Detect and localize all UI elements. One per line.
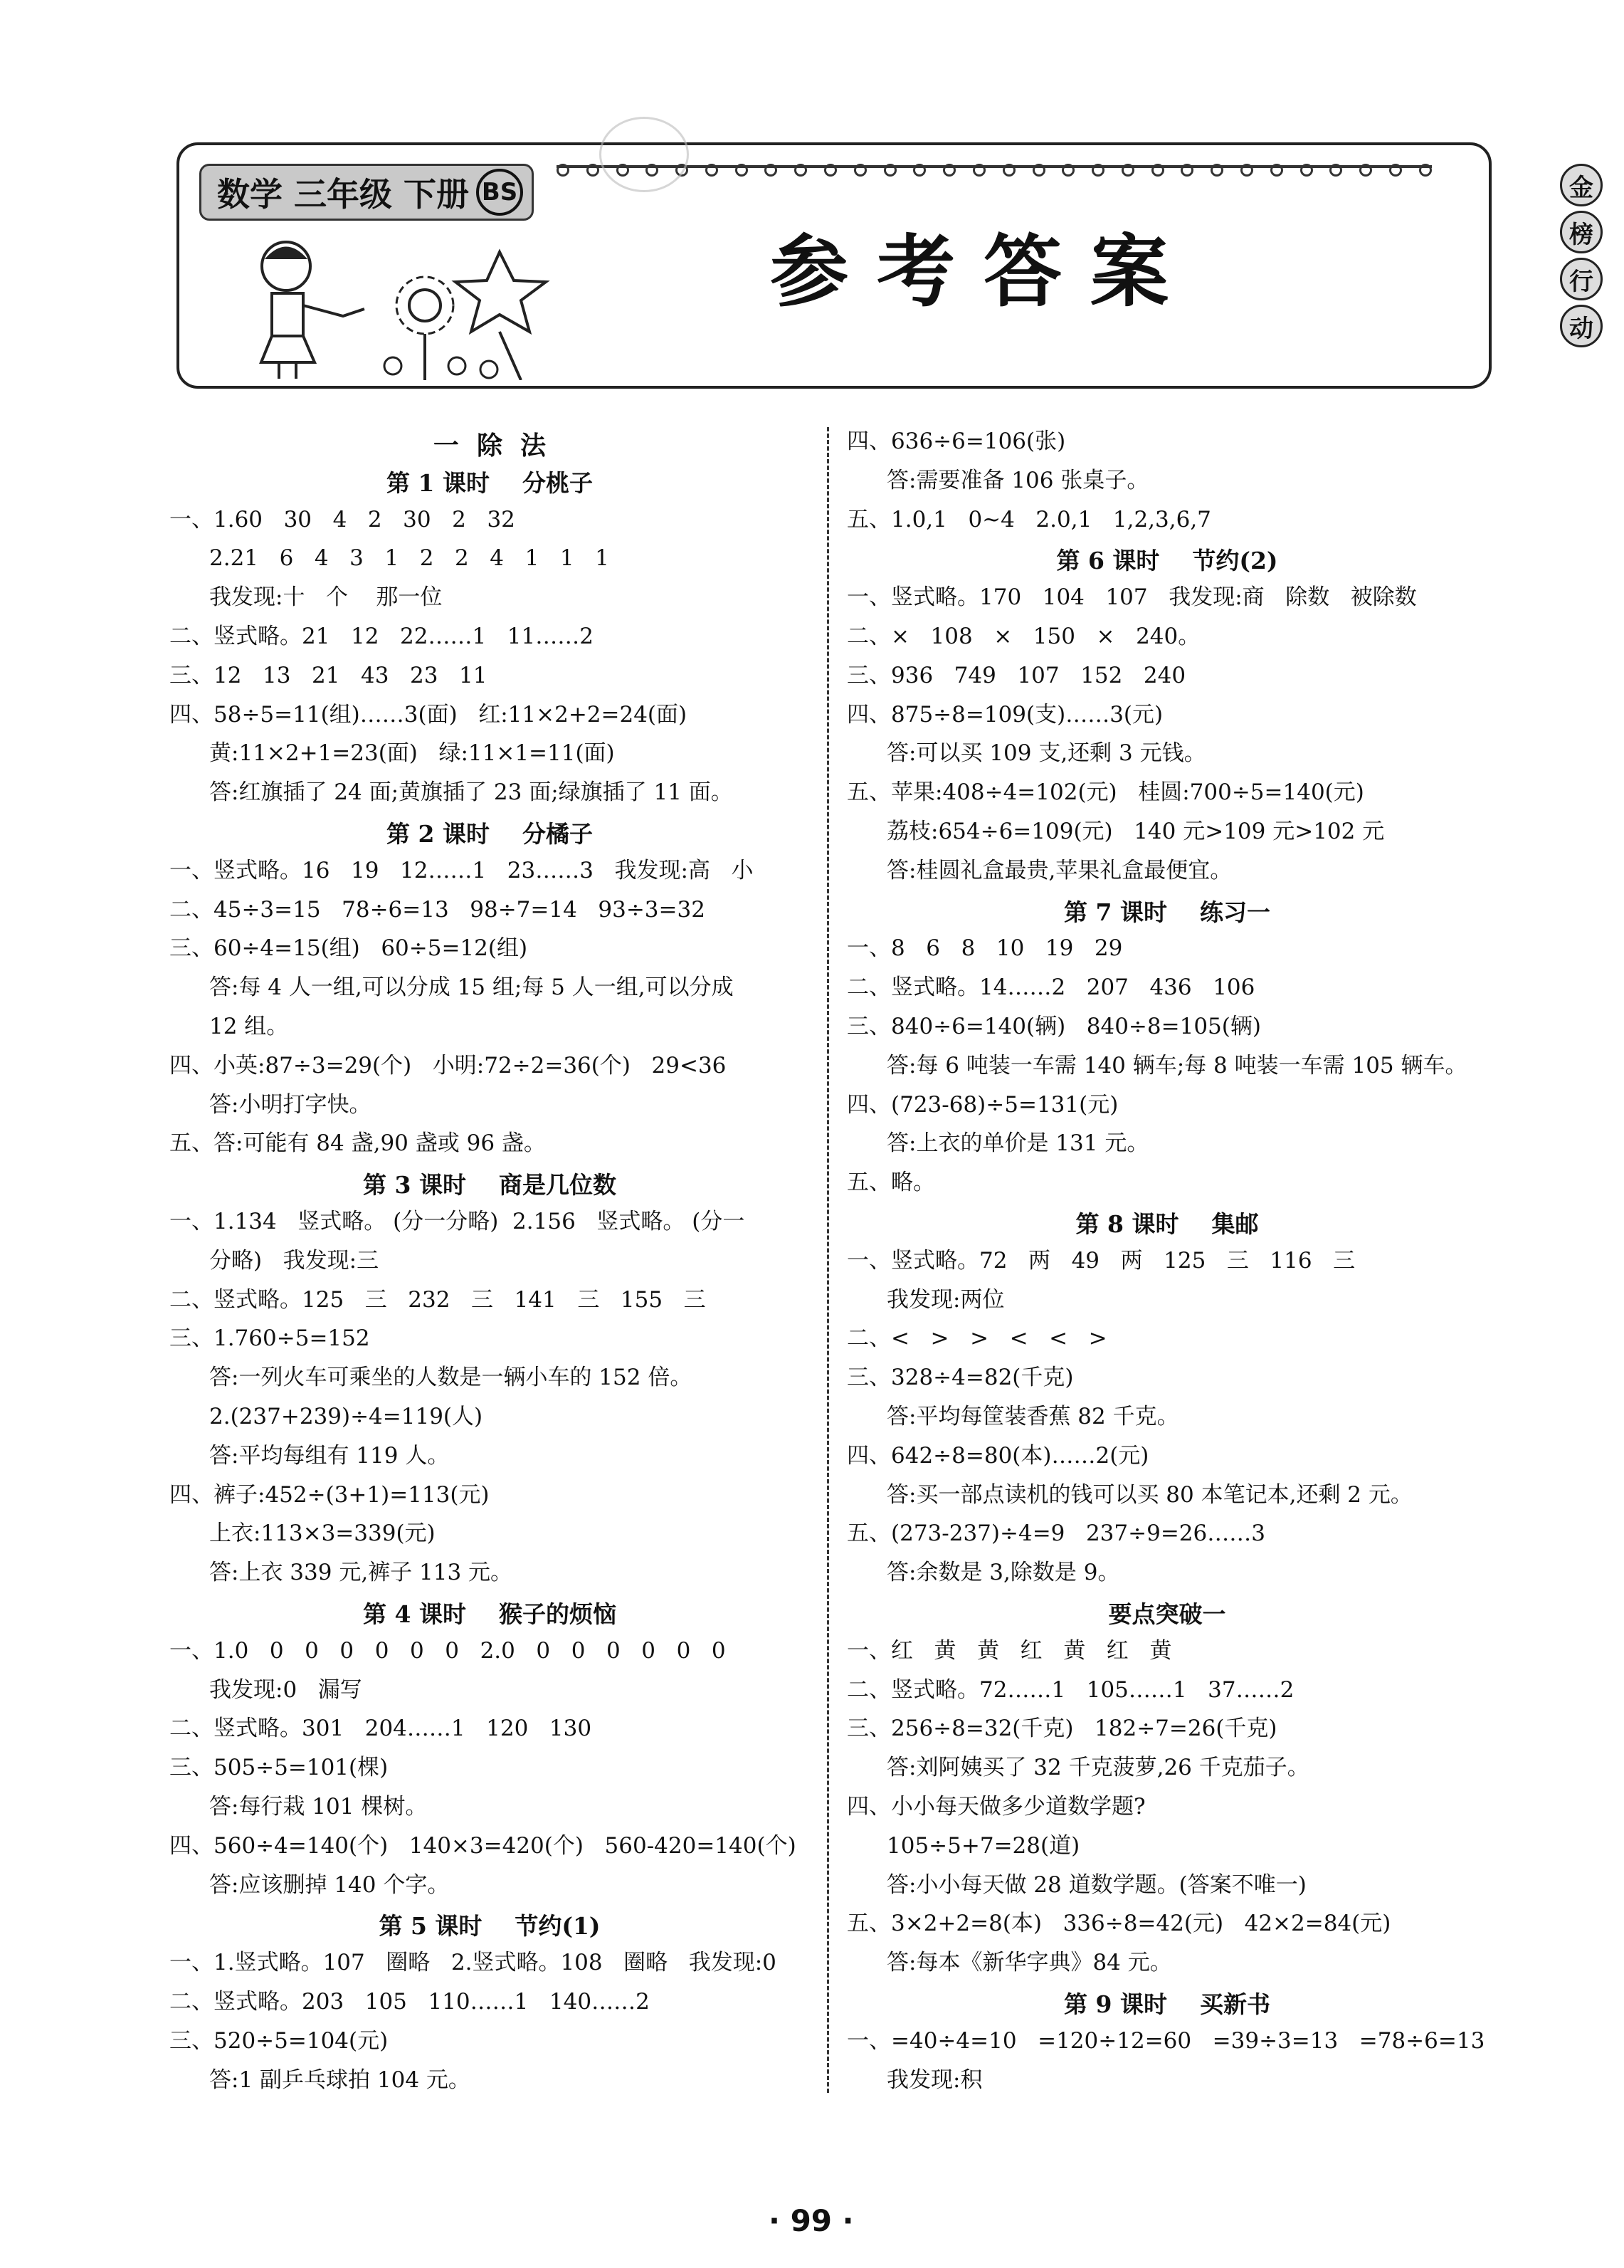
answer-line: 三、60÷4=15(组) 60÷5=12(组) <box>169 935 528 962</box>
answer-line: 二、45÷3=15 78÷6=13 98÷7=14 93÷3=32 <box>169 896 705 923</box>
answer-continuation: 答:应该删掉 140 个字。 <box>209 1871 450 1898</box>
section-heading: 第 8 课时 集邮 <box>1075 1210 1259 1238</box>
section-heading: 第 5 课时 节约(1) <box>379 1912 601 1941</box>
answer-continuation: 答:需要准备 106 张桌子。 <box>887 467 1149 493</box>
answer-line: 二、< > > < < > <box>847 1325 1107 1352</box>
answer-line: 一、8 6 8 10 19 29 <box>847 935 1123 962</box>
answer-continuation: 答:小明打字快。 <box>209 1091 371 1118</box>
answer-line: 三、12 13 21 43 23 11 <box>169 662 487 688</box>
subject-label: 数学 三年级 下册 <box>217 175 470 214</box>
answer-line: 三、840÷6=140(辆) 840÷8=105(辆) <box>847 1014 1261 1039</box>
answer-continuation: 荔枝:654÷6=109(元) 140 元>109 元>102 元 <box>887 819 1385 844</box>
answer-continuation: 105÷5+7=28(道) <box>887 1832 1080 1859</box>
answer-line: 五、苹果:408÷4=102(元) 桂圆:700÷5=140(元) <box>847 779 1364 806</box>
side-label <box>1553 159 1610 352</box>
answer-continuation: 我发现:积 <box>887 2067 983 2093</box>
answer-line: 二、竖式略。21 12 22……1 11……2 <box>169 624 594 649</box>
answer-continuation: 答:余数是 3,除数是 9。 <box>887 1560 1120 1586</box>
section-heading: 第 7 课时 练习一 <box>1064 898 1270 926</box>
answer-line: 四、642÷8=80(本)……2(元) <box>847 1442 1149 1469</box>
answer-continuation: 答:上衣的单价是 131 元。 <box>887 1130 1149 1157</box>
answer-continuation: 答:每本《新华字典》84 元。 <box>887 1950 1172 1976</box>
answer-line: 三、505÷5=101(棵) <box>169 1755 389 1781</box>
section-heading: 一 除 法 <box>433 431 547 461</box>
answer-line: 五、3×2+2=8(本) 336÷8=42(元) 42×2=84(元) <box>847 1911 1391 1937</box>
answer-line: 四、636÷6=106(张) <box>847 429 1066 454</box>
answer-line: 二、竖式略。72……1 105……1 37……2 <box>847 1676 1295 1703</box>
answer-continuation: 答:每 6 吨装一车需 140 辆车;每 8 吨装一车需 105 辆车。 <box>887 1052 1467 1078</box>
answer-line: 二、竖式略。203 105 110……1 140……2 <box>169 1989 650 2015</box>
answer-continuation: 我发现:0 漏写 <box>209 1676 362 1703</box>
answer-continuation: 2.(237+239)÷4=119(人) <box>209 1404 483 1429</box>
answer-continuation: 答:红旗插了 24 面;黄旗插了 23 面;绿旗插了 11 面。 <box>209 779 733 806</box>
answer-continuation: 答:小小每天做 28 道数学题。(答案不唯一) <box>887 1871 1307 1898</box>
answer-line: 四、小英:87÷3=29(个) 小明:72÷2=36(个) 29<36 <box>169 1052 727 1078</box>
answer-continuation: 答:1 副乒乓球拍 104 元。 <box>209 2067 470 2093</box>
answer-line: 一、1.134 竖式略。 (分一分略) 2.156 竖式略。 (分一 <box>169 1209 745 1234</box>
answer-line: 一、红 黄 黄 红 黄 红 黄 <box>847 1637 1172 1664</box>
answer-continuation: 答:桂圆礼盒最贵,苹果礼盒最便宜。 <box>887 857 1233 883</box>
column-divider <box>827 427 829 2093</box>
answer-line: 五、答:可能有 84 盏,90 盏或 96 盏。 <box>169 1130 546 1157</box>
section-heading: 第 4 课时 猴子的烦恼 <box>363 1600 616 1628</box>
section-heading: 要点突破一 <box>1108 1600 1226 1628</box>
girl-watering-illustration <box>222 238 663 380</box>
answer-line: 三、520÷5=104(元) <box>169 2027 389 2054</box>
answer-line: 三、936 749 107 152 240 <box>847 662 1186 688</box>
answer-line: 一、1.60 30 4 2 30 2 32 <box>169 506 515 532</box>
answer-line: 四、58÷5=11(组)……3(面) 红:11×2+2=24(面) <box>169 701 687 728</box>
page-title: 参考答案 <box>770 226 1197 317</box>
side-label-char: 金 <box>1560 164 1603 206</box>
answer-continuation: 答:刘阿姨买了 32 千克菠萝,26 千克茄子。 <box>887 1755 1309 1781</box>
side-label-char: 榜 <box>1560 211 1603 253</box>
answer-line: 一、1.竖式略。107 圈略 2.竖式略。108 圈略 我发现:0 <box>169 1950 776 1976</box>
answer-line: 一、1.0 0 0 0 0 0 0 2.0 0 0 0 0 0 0 <box>169 1637 726 1664</box>
answer-continuation: 答:一列火车可乘坐的人数是一辆小车的 152 倍。 <box>209 1365 692 1391</box>
answer-continuation: 我发现:两位 <box>887 1286 1005 1313</box>
answer-continuation: 12 组。 <box>209 1014 289 1039</box>
answer-line: 二、竖式略。14……2 207 436 106 <box>847 975 1255 1001</box>
answer-line: 一、竖式略。170 104 107 我发现:商 除数 被除数 <box>847 584 1417 611</box>
answer-line: 二、竖式略。125 三 232 三 141 三 155 三 <box>169 1286 706 1313</box>
answer-continuation: 答:买一部点读机的钱可以买 80 本笔记本,还剩 2 元。 <box>887 1481 1413 1508</box>
answer-continuation: 答:可以买 109 支,还剩 3 元钱。 <box>887 740 1206 767</box>
answer-line: 四、875÷8=109(支)……3(元) <box>847 701 1164 728</box>
stamp-watermark <box>599 117 689 192</box>
side-label-char: 动 <box>1560 305 1603 347</box>
answer-continuation: 上衣:113×3=339(元) <box>209 1521 436 1547</box>
answer-line: 一、竖式略。72 两 49 两 125 三 116 三 <box>847 1247 1356 1274</box>
answer-line: 三、256÷8=32(千克) 182÷7=26(千克) <box>847 1716 1277 1742</box>
section-heading: 第 2 课时 分橘子 <box>386 820 593 848</box>
answer-line: 五、(273-237)÷4=9 237÷9=26……3 <box>847 1521 1265 1547</box>
answer-line: 四、(723-68)÷5=131(元) <box>847 1091 1119 1118</box>
answer-line: 三、1.760÷5=152 <box>169 1325 370 1352</box>
section-heading: 第 3 课时 商是几位数 <box>363 1171 616 1199</box>
answer-continuation: 分略) 我发现:三 <box>209 1247 379 1274</box>
page-number: · 99 · <box>769 2203 854 2238</box>
answer-continuation: 2.21 6 4 3 1 2 2 4 1 1 1 <box>209 545 609 572</box>
answer-line: 四、小小每天做多少道数学题? <box>847 1794 1146 1820</box>
edition-badge: BS <box>476 169 523 216</box>
subject-tab <box>199 164 534 221</box>
answer-continuation: 答:平均每组有 119 人。 <box>209 1442 450 1469</box>
answer-continuation: 答:每行栽 101 棵树。 <box>209 1794 428 1820</box>
answer-line: 四、560÷4=140(个) 140×3=420(个) 560-420=140(个) <box>169 1832 796 1859</box>
side-label-char: 行 <box>1560 258 1603 300</box>
header-banner <box>176 142 1593 389</box>
answer-line: 一、=40÷4=10 =120÷12=60 =39÷3=13 =78÷6=13 <box>847 2027 1485 2054</box>
answer-line: 二、× 108 × 150 × 240。 <box>847 624 1201 649</box>
answer-line: 二、竖式略。301 204……1 120 130 <box>169 1716 592 1742</box>
answer-line: 五、1.0,1 0~4 2.0,1 1,2,3,6,7 <box>847 506 1211 532</box>
answer-continuation: 黄:11×2+1=23(面) 绿:11×1=11(面) <box>209 740 615 767</box>
answer-continuation: 答:每 4 人一组,可以分成 15 组;每 5 人一组,可以分成 <box>209 975 734 1001</box>
section-heading: 第 6 课时 节约(2) <box>1056 547 1278 575</box>
answer-continuation: 答:平均每筐装香蕉 82 千克。 <box>887 1404 1179 1429</box>
answer-continuation: 答:上衣 339 元,裤子 113 元。 <box>209 1560 513 1586</box>
answer-line: 四、裤子:452÷(3+1)=113(元) <box>169 1481 490 1508</box>
answer-continuation: 我发现:十 个 那一位 <box>209 584 443 611</box>
answer-line: 五、略。 <box>847 1170 935 1196</box>
answer-line: 一、竖式略。16 19 12……1 23……3 我发现:高 小 <box>169 857 754 883</box>
section-heading: 第 1 课时 分桃子 <box>386 468 593 497</box>
answer-line: 三、328÷4=82(千克) <box>847 1365 1074 1391</box>
section-heading: 第 9 课时 买新书 <box>1064 1990 1270 2018</box>
